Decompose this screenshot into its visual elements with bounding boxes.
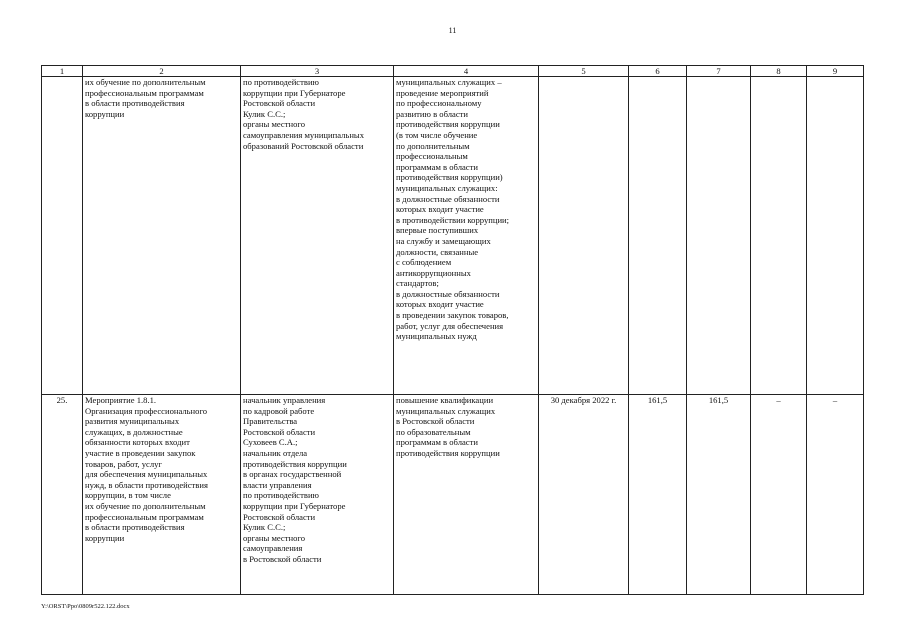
column-header: 9 bbox=[807, 66, 864, 77]
responsible-cell: по противодействию коррупции при Губернаторе Ростовской области Кулик С.С.; органы местного самоуправления муниципальных образований Ростовской области bbox=[241, 77, 394, 395]
value-cell bbox=[751, 77, 807, 395]
column-header: 3 bbox=[241, 66, 394, 77]
value-cell: 161,5 bbox=[687, 395, 751, 595]
value-cell: – bbox=[807, 395, 864, 595]
row-number: 25. bbox=[42, 395, 83, 595]
row-number bbox=[42, 77, 83, 395]
event-cell: Мероприятие 1.8.1. Организация профессионального развития муниципальных служащих, в должностные обязанности которых входит участие в проведении закупок товаров, работ, услуг для обеспечения муниципальных нужд, в области противодействия коррупции, в том числе их обучение по дополнительным профессиональным программам в области противодействия коррупции bbox=[83, 395, 241, 595]
deadline-cell: 30 декабря 2022 г. bbox=[539, 395, 629, 595]
value-cell: 161,5 bbox=[629, 395, 687, 595]
page-number: 11 bbox=[448, 26, 457, 35]
event-cell: их обучение по дополнительным профессиональным программам в области противодействия коррупции bbox=[83, 77, 241, 395]
program-table bbox=[41, 65, 864, 595]
result-cell: муниципальных служащих – проведение мероприятий по профессиональному развитию в области противодействия коррупции (в том числе обучение по дополнительным профессиональным программам в области противодействия коррупции) муниципальных служащих: в должностные обязанности которых входит участие в противодействии коррупции; впервые поступивших на службу и замещающих должности, связанные с соблюдением антикоррупционных стандартов; в должностные обязанности которых входит участие в проведении закупок товаров, работ, услуг для обеспечения муниципальных нужд bbox=[394, 77, 539, 395]
column-number-row bbox=[42, 66, 864, 77]
result-cell: повышение квалификации муниципальных служащих в Ростовской области по образовательным программам в области противодействия коррупции bbox=[394, 395, 539, 595]
deadline-cell bbox=[539, 77, 629, 395]
responsible-cell: начальник управления по кадровой работе Правительства Ростовской области Суховеев С.А.; начальник отдела противодействия коррупции в органах государственной власти управления по противодействию коррупции при Губернаторе Ростовской области Кулик С.С.; органы местного самоуправления в Ростовской области bbox=[241, 395, 394, 595]
value-cell bbox=[807, 77, 864, 395]
table-row bbox=[42, 395, 864, 595]
table-row bbox=[42, 77, 864, 395]
column-header: 8 bbox=[751, 66, 807, 77]
column-header: 6 bbox=[629, 66, 687, 77]
footer-file-path: Y:\ORST\Ppo\0809r522.122.docx bbox=[41, 603, 130, 610]
column-header: 1 bbox=[42, 66, 83, 77]
value-cell bbox=[629, 77, 687, 395]
column-header: 7 bbox=[687, 66, 751, 77]
value-cell: – bbox=[751, 395, 807, 595]
column-header: 2 bbox=[83, 66, 241, 77]
value-cell bbox=[687, 77, 751, 395]
column-header: 5 bbox=[539, 66, 629, 77]
column-header: 4 bbox=[394, 66, 539, 77]
